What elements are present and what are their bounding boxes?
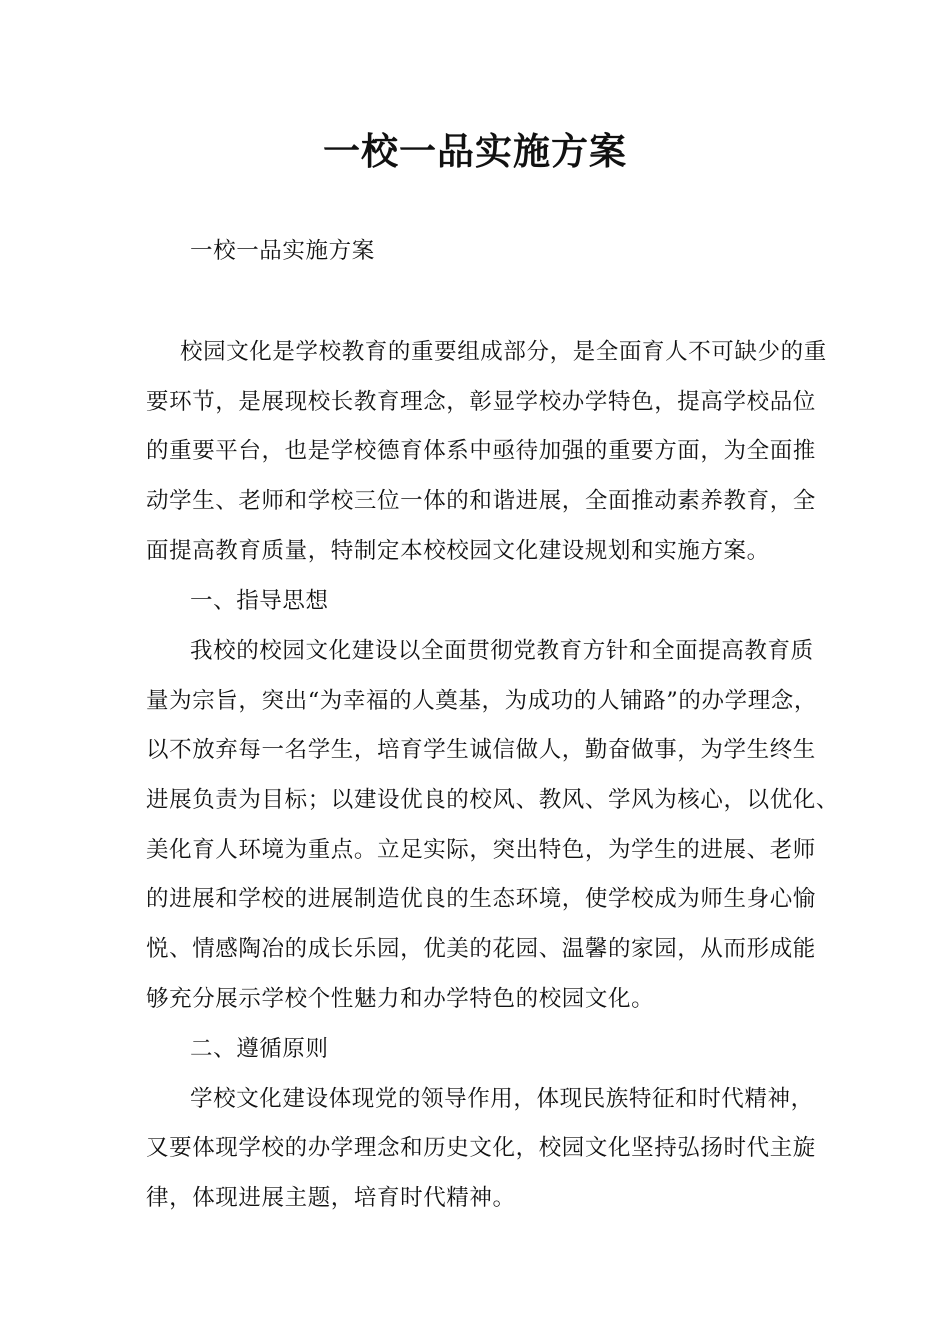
document-title: 一校一品实施方案 [323,130,627,173]
paragraph-line: 美化育人环境为重点。立足实际，突出特色，为学生的进展、老师 [146,837,816,863]
paragraph-line: 的进展和学校的进展制造优良的生态环境，使学校成为师生身心愉 [146,886,816,912]
paragraph-line: 又要体现学校的办学理念和历史文化，校园文化坚持弘扬时代主旋 [146,1135,816,1161]
paragraph-line: 悦、情感陶冶的成长乐园，优美的花园、温馨的家园，从而形成能 [146,936,816,962]
paragraph-line: 要环节，是展现校长教育理念，彰显学校办学特色，提高学校品位 [146,389,816,415]
paragraph-line: 律，体现进展主题，培育时代精神。 [146,1185,516,1211]
paragraph-line: 的重要平台，也是学校德育体系中亟待加强的重要方面，为全面推 [146,438,816,464]
paragraph-line: 面提高教育质量，特制定本校校园文化建设规划和实施方案。 [146,538,770,564]
document-subtitle: 一校一品实施方案 [190,238,375,264]
section-heading: 一、指导思想 [190,588,329,614]
paragraph-line: 动学生、老师和学校三位一体的和谐进展，全面推动素养教育，全 [146,488,816,514]
paragraph-line: 够充分展示学校个性魅力和办学特色的校园文化。 [146,986,655,1012]
paragraph-line: 以不放弃每一名学生，培育学生诚信做人，勤奋做事，为学生终生 [146,737,816,763]
paragraph-line: 校园文化是学校教育的重要组成部分，是全面育人不可缺少的重 [180,339,827,365]
paragraph-line: 我校的校园文化建设以全面贯彻党教育方针和全面提高教育质 [190,638,814,664]
paragraph-line: 量为宗旨，突出“为幸福的人奠基，为成功的人铺路”的办学理念， [146,688,818,714]
section-heading: 二、遵循原则 [190,1036,329,1062]
paragraph-line: 进展负责为目标；以建设优良的校风、教风、学风为核心，以优化、 [146,787,840,813]
paragraph-line: 学校文化建设体现党的领导作用，体现民族特征和时代精神， [190,1086,814,1112]
